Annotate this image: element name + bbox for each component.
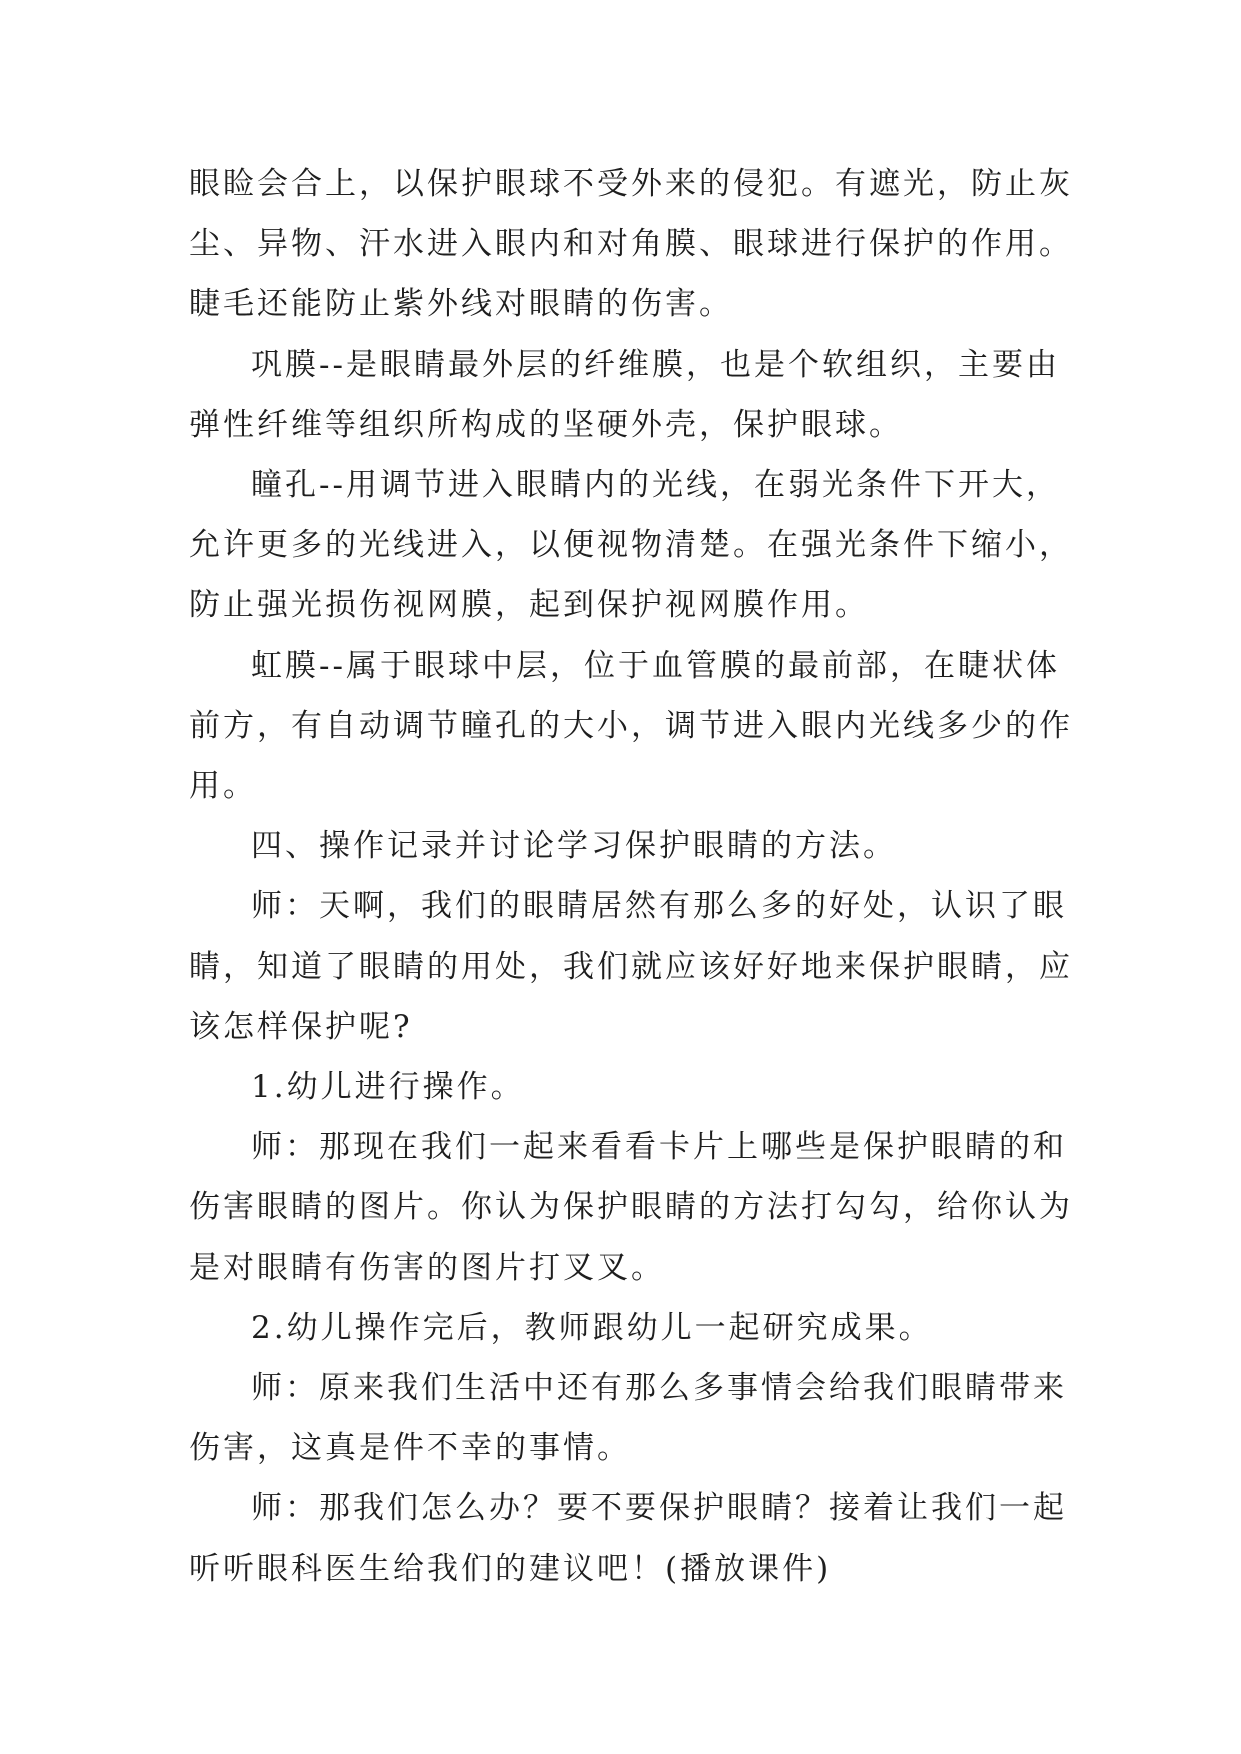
- text-line: 防止强光损伤视网膜，起到保护视网膜作用。: [189, 587, 869, 624]
- text-line: 瞳孔--用调节进入眼睛内的光线，在弱光条件下开大，: [251, 467, 1060, 504]
- text-line: 2.幼儿操作完后，教师跟幼儿一起研究成果。: [251, 1309, 933, 1346]
- step-2: [189, 1298, 1069, 1358]
- text-line: 前方，有自动调节瞳孔的大小，调节进入眼内光线多少的作: [189, 707, 1073, 744]
- section-heading: [189, 816, 1069, 876]
- step-1: [189, 1057, 1069, 1117]
- text-line: 师：原来我们生活中还有那么多事情会给我们眼睛带来: [251, 1370, 1067, 1407]
- text-line: 该怎样保护呢?: [189, 1008, 413, 1045]
- paragraph-iris: [189, 636, 1073, 817]
- text-line: 尘、异物、汗水进入眼内和对角膜、眼球进行保护的作用。: [189, 226, 1073, 263]
- text-line: 眼睑会合上，以保护眼球不受外来的侵犯。有遮光，防止灰: [189, 166, 1073, 202]
- text-line: 四、操作记录并讨论学习保护眼睛的方法。: [251, 828, 897, 865]
- text-line: 用。: [189, 768, 257, 805]
- paragraph-sclera: [189, 335, 1069, 455]
- text-line: 是对眼睛有伤害的图片打叉叉。: [189, 1249, 665, 1286]
- text-line: 睫毛还能防止紫外线对眼睛的伤害。: [189, 286, 733, 323]
- document-body: [189, 154, 1073, 1599]
- text-line: 睛，知道了眼睛的用处，我们就应该好好地来保护眼睛，应: [189, 948, 1073, 985]
- paragraph-pupil: [189, 455, 1073, 636]
- text-line: 巩膜--是眼睛最外层的纤维膜，也是个软组织，主要由: [251, 346, 1060, 383]
- text-line: 伤害眼睛的图片。你认为保护眼睛的方法打勾勾，给你认为: [189, 1189, 1073, 1226]
- paragraph-teacher-2: [189, 1117, 1073, 1298]
- text-line: 伤害，这真是件不幸的事情。: [189, 1430, 631, 1467]
- text-line: 允许更多的光线进入，以便视物清楚。在强光条件下缩小，: [189, 527, 1073, 564]
- text-line: 虹膜--属于眼球中层，位于血管膜的最前部，在睫状体: [251, 647, 1060, 684]
- paragraph-teacher-1: [189, 876, 1073, 1057]
- text-line: 师：那现在我们一起来看看卡片上哪些是保护眼睛的和: [251, 1129, 1067, 1166]
- text-line: 听听眼科医生给我们的建议吧！(播放课件): [189, 1550, 832, 1587]
- text-line: 弹性纤维等组织所构成的坚硬外壳，保护眼球。: [189, 406, 903, 443]
- text-line: 1.幼儿进行操作。: [251, 1069, 525, 1106]
- text-line: 师：天啊，我们的眼睛居然有那么多的好处，认识了眼: [251, 888, 1067, 925]
- paragraph-eyelid: [189, 154, 1073, 335]
- paragraph-teacher-3: [189, 1358, 1069, 1478]
- text-line: 师：那我们怎么办？要不要保护眼睛？接着让我们一起: [251, 1490, 1067, 1527]
- paragraph-teacher-4: [189, 1478, 1069, 1598]
